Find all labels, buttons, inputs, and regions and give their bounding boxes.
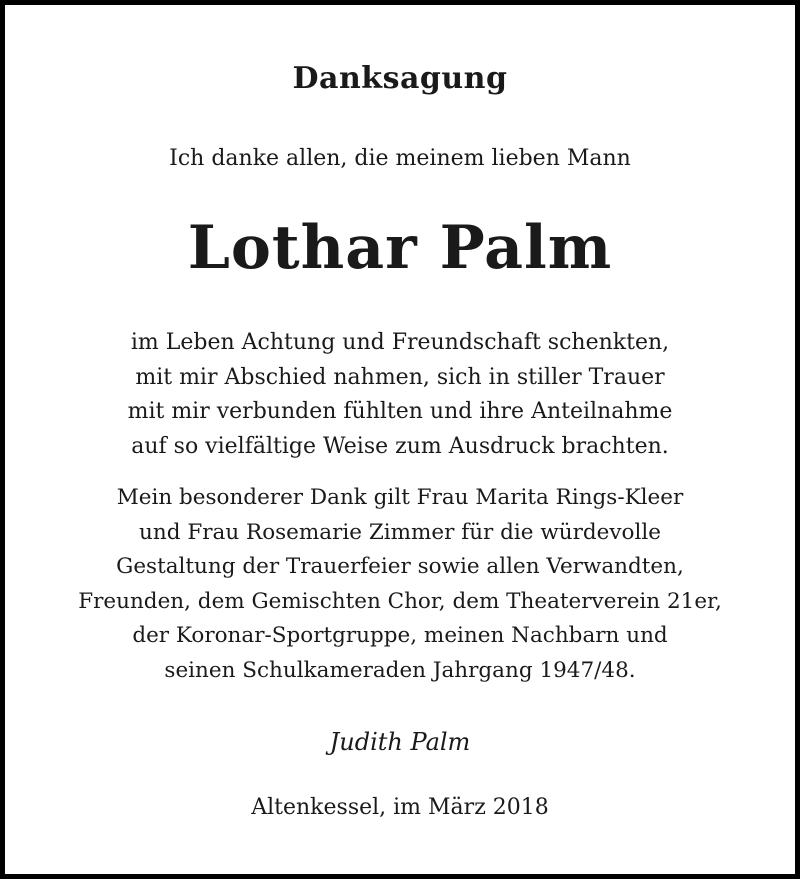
paragraph-line: mit mir Abschied nahmen, sich in stiller Trauer — [135, 364, 665, 390]
paragraph-line: und Frau Rosemarie Zimmer für die würdevolle — [139, 519, 661, 545]
paragraph-line: Gestaltung der Trauerfeier sowie allen Verwandten, — [116, 554, 684, 579]
paragraph-line: Mein besonderer Dank gilt Frau Marita Rings-Kleer — [116, 485, 684, 510]
paragraph-line: seinen Schulkameraden Jahrgang 1947/48. — [164, 657, 636, 683]
intro-line: Ich danke allen, die meinem lieben Mann — [169, 146, 631, 171]
special-thanks-paragraph — [5, 481, 795, 688]
paragraph-line: Freunden, dem Gemischten Chor, dem Theaterverein 21er, — [78, 588, 722, 614]
place-and-date: Altenkessel, im März 2018 — [251, 795, 549, 820]
deceased-name: Lothar Palm — [187, 213, 613, 283]
signature: Judith Palm — [329, 728, 471, 756]
paragraph-line: im Leben Achtung und Freundschaft schenkten, — [130, 330, 670, 355]
paragraph-line: mit mir verbunden fühlten und ihre Anteilnahme — [127, 399, 673, 424]
paragraph-line: der Koronar-Sportgruppe, meinen Nachbarn und — [132, 623, 668, 648]
gratitude-paragraph — [5, 326, 795, 464]
notice-heading: Danksagung — [292, 61, 508, 96]
paragraph-line: auf so vielfältige Weise zum Ausdruck brachten. — [131, 433, 669, 459]
